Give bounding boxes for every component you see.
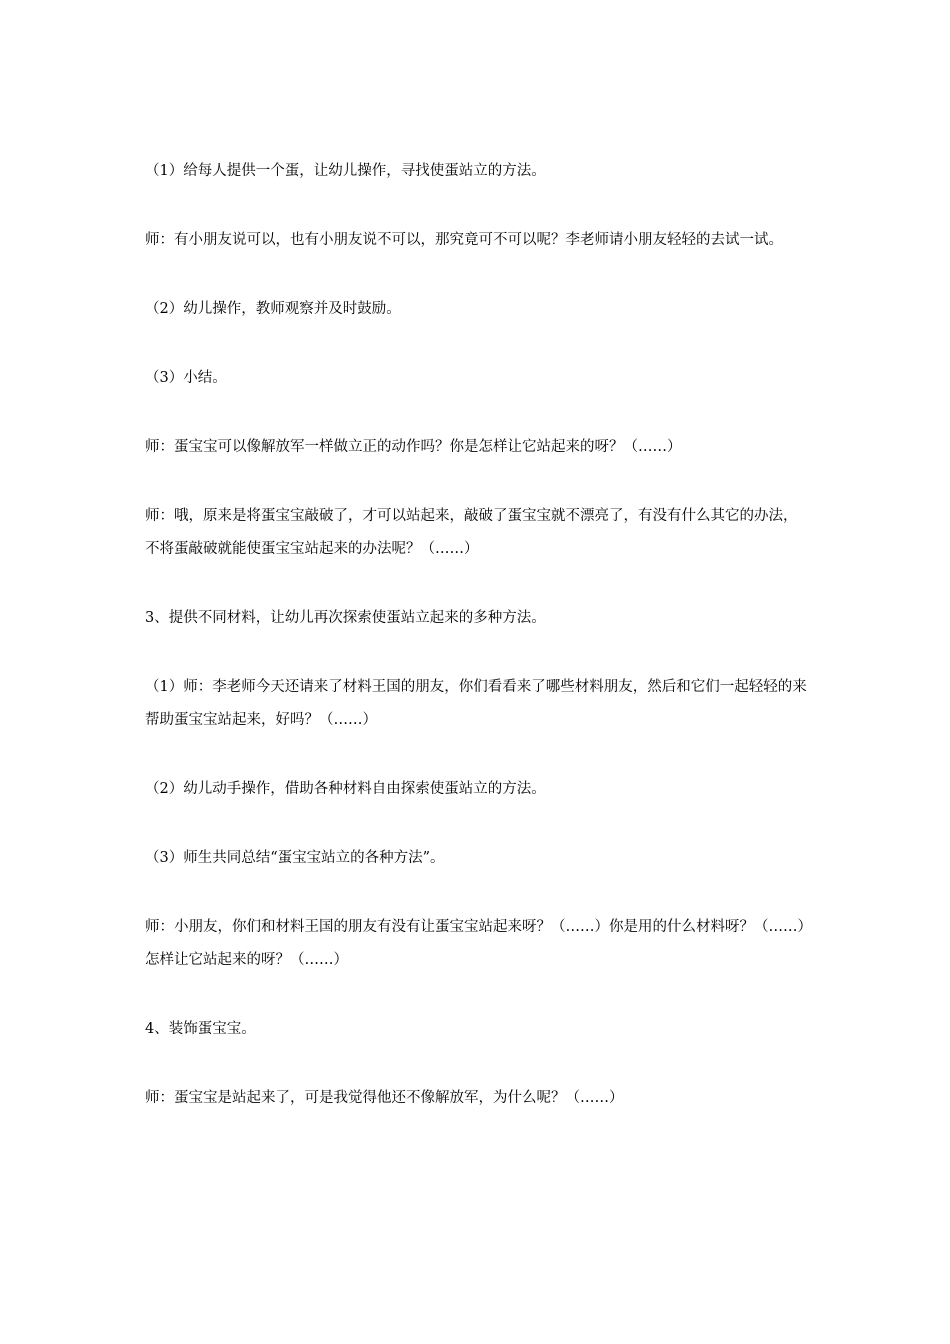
paragraph-teacher-stand: 师：蛋宝宝可以像解放军一样做立正的动作吗？你是怎样让它站起来的呀？（……） [145,439,682,455]
paragraph-step-3-3: （3）师生共同总结“蛋宝宝站立的各种方法”。 [145,850,445,866]
paragraph-teacher-materials: 师：小朋友，你们和材料王国的朋友有没有让蛋宝宝站起来呀？（……）你是用的什么材料呀？（……）怎样让它站起来的呀？（……） [145,919,805,968]
paragraph-teacher-try: 师：有小朋友说可以，也有小朋友说不可以，那究竟可不可以呢？李老师请小朋友轻轻的去试一试。 [145,232,783,248]
document-body [145,155,810,1151]
paragraph-step-3-2: （2）幼儿动手操作，借助各种材料自由探索使蛋站立的方法。 [145,781,546,797]
paragraph-step-3-1: （1）师：李老师今天还请来了材料王国的朋友，你们看看来了哪些材料朋友，然后和它们一起轻轻的来帮助蛋宝宝站起来，好吗？（……） [145,679,807,728]
paragraph-section-3: 3、提供不同材料，让幼儿再次探索使蛋站立起来的多种方法。 [145,610,546,626]
paragraph-step-1-3: （3）小结。 [145,370,227,386]
paragraph-teacher-decorate: 师：蛋宝宝是站起来了，可是我觉得他还不像解放军，为什么呢？（……） [145,1090,624,1106]
paragraph-step-1-2: （2）幼儿操作，教师观察并及时鼓励。 [145,301,401,317]
paragraph-section-4: 4、装饰蛋宝宝。 [145,1021,256,1037]
paragraph-step-1-1: （1）给每人提供一个蛋，让幼儿操作，寻找使蛋站立的方法。 [145,163,546,179]
paragraph-teacher-other-method: 师：哦，原来是将蛋宝宝敲破了，才可以站起来，敲破了蛋宝宝就不漂亮了，有没有什么其它的办法，不将蛋敲破就能使蛋宝宝站起来的办法呢？（……） [145,508,798,557]
